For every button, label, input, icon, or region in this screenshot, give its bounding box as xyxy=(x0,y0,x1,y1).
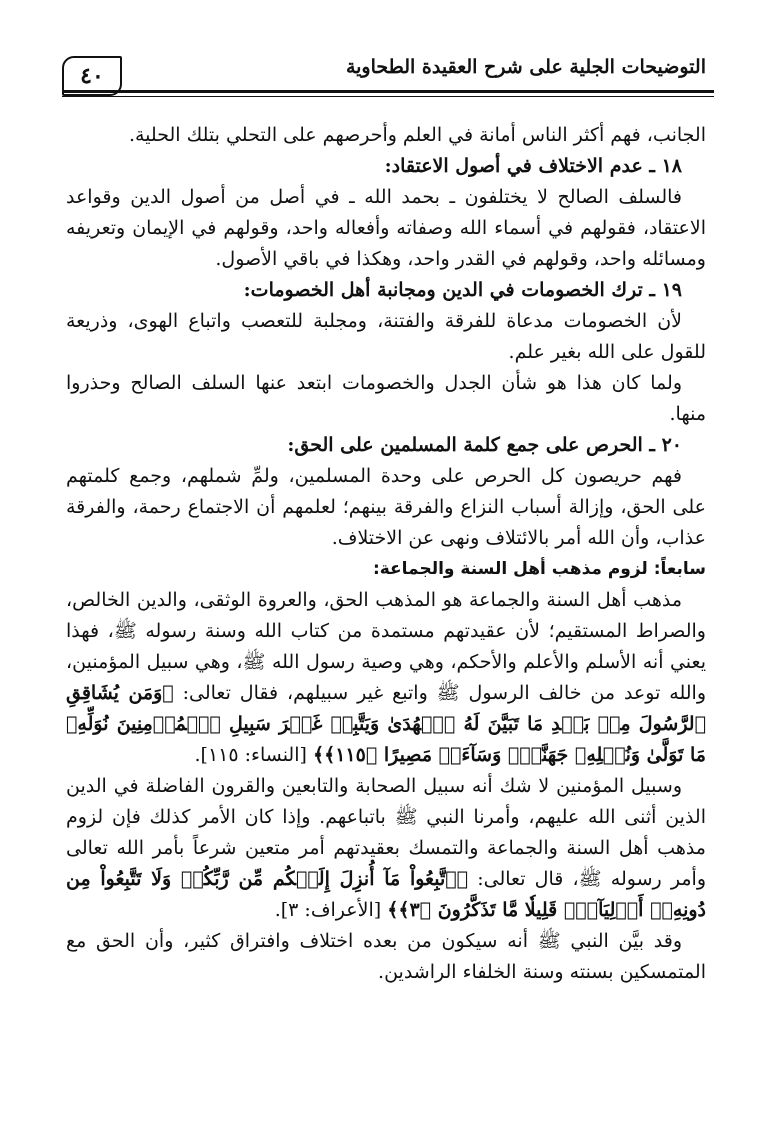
section-heading-18: ١٨ ـ عدم الاختلاف في أصول الاعتقاد: xyxy=(384,155,682,177)
page-number: ٤٠ xyxy=(80,63,104,89)
paragraph-text: وسبيل المؤمنين لا شك أنه سبيل الصحابة والتابعين والقرون الفاضلة في الدين الذين أثنى الله عليهم، وأمرنا النبي ﷺ باتباعهم. وإذا كان الأمر كذلك فإن لزوم مذهب أهل السنة والجماعة والتمسك بعقيدتهم أمر متعين شرعاً بأمر الله تعالى وأمر رسوله ﷺ، قال تعالى: xyxy=(66,775,706,890)
paragraph: لأن الخصومات مدعاة للفرقة والفتنة، ومجلبة للتعصب واتباع الهوى، وذريعة للقول على الله بغير علم. xyxy=(66,310,706,363)
paragraph: فالسلف الصالح لا يختلفون ـ بحمد الله ـ في أصل من أصول الدين وقواعد الاعتقاد، فقولهم في أسماء الله وصفاته وأفعاله واحد، وقولهم في الإيمان وتعريفه ومسائله واحد، وقولهم في القدر واحد، وهكذا في باقي الأصول. xyxy=(66,186,706,270)
paragraph: ولما كان هذا هو شأن الجدل والخصومات ابتعد عنها السلف الصالح وحذروا منها. xyxy=(66,372,706,425)
paragraph: الجانب، فهم أكثر الناس أمانة في العلم وأحرصهم على التحلي بتلك الحلية. xyxy=(128,124,706,146)
paragraph xyxy=(66,585,706,771)
quran-verse: ﴿ٱتَّبِعُواْ مَآ أُنزِلَ إِلَيۡكُم مِّن رَّبِّكُمۡ وَلَا تَتَّبِعُواْ مِن دُونِهِۦٓ أَوۡلِيَآءَۗ قَلِيلٗا مَّا تَذَكَّرُونَ ﴿٣﴾﴾ xyxy=(66,868,706,921)
header-rule-thin xyxy=(62,96,714,97)
header-rule xyxy=(62,90,714,93)
page-header xyxy=(62,52,714,96)
verse-reference: [النساء: ١١٥]. xyxy=(194,744,307,766)
running-title: التوضيحات الجلية على شرح العقيدة الطحاوية xyxy=(345,56,706,78)
paragraph-text: مذهب أهل السنة والجماعة هو المذهب الحق، والعروة الوثقى، والدين الخالص، والصراط المستقيم؛ لأن عقيدتهم مستمدة من كتاب الله وسنة رسوله ﷺ، فهذا يعني أنه الأسلم والأعلم والأحكم، وهي وصية رسول الله ﷺ، وهي سبيل المؤمنين، والله توعد من خالف الرسول ﷺ واتبع غير سبيلهم، فقال تعالى: xyxy=(66,589,707,704)
paragraph: فهم حريصون كل الحرص على وحدة المسلمين، ولمِّ شملهم، وجمع كلمتهم على الحق، وإزالة أسباب النزاع والفرقة بينهم؛ لعلمهم أن الاجتماع رحمة، والفرقة عذاب، وأن الله أمر بالائتلاف ونهى عن الاختلاف. xyxy=(66,465,706,549)
chapter-subheading: سابعاً: لزوم مذهب أهل السنة والجماعة: xyxy=(372,559,706,579)
section-heading-20: ٢٠ ـ الحرص على جمع كلمة المسلمين على الحق: xyxy=(287,434,682,456)
body-text xyxy=(66,120,706,988)
quran-verse: ﴿وَمَن يُشَاقِقِ ٱلرَّسُولَ مِنۢ بَعۡدِ مَا تَبَيَّنَ لَهُ ٱلۡهُدَىٰ وَيَتَّبِعۡ غَيۡرَ سَبِيلِ ٱلۡمُؤۡمِنِينَ نُوَلِّهِۦ مَا تَوَلَّىٰ وَنُصۡلِهِۦ جَهَنَّمَۖ وَسَآءَتۡ مَصِيرًا ﴿١١٥﴾﴾ xyxy=(66,682,706,766)
paragraph xyxy=(66,771,706,926)
verse-reference: [الأعراف: ٣]. xyxy=(274,899,382,921)
paragraph: وقد بيَّن النبي ﷺ أنه سيكون من بعده اختلاف وافتراق كثير، وأن الحق مع المتمسكين بسنته وسنة الخلفاء الراشدين. xyxy=(66,930,706,983)
section-heading-19: ١٩ ـ ترك الخصومات في الدين ومجانبة أهل الخصومات: xyxy=(243,279,682,301)
